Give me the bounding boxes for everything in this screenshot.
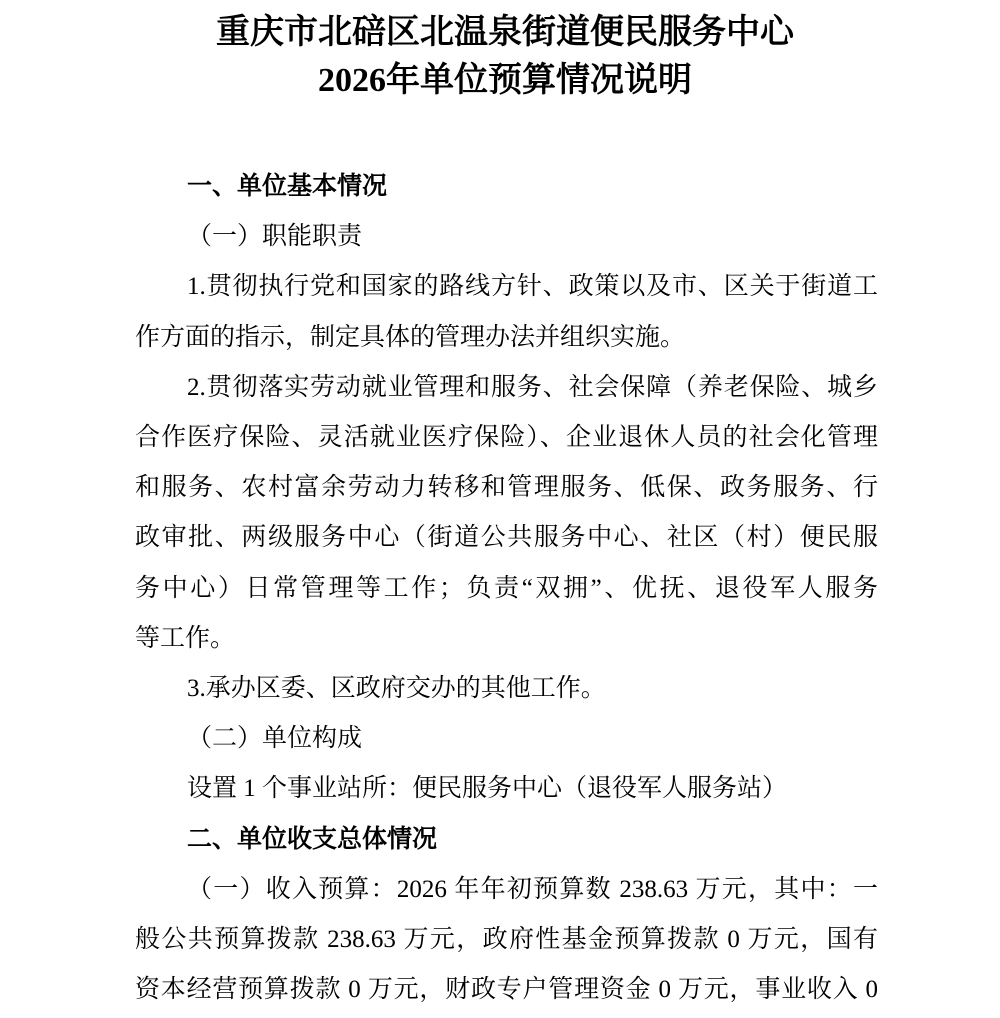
text-line: 般公共预算拨款 238.63 万元，政府性基金预算拨款 0 万元，国有 <box>135 926 878 953</box>
text-line: 作方面的指示，制定具体的管理办法并组织实施。 <box>135 323 686 351</box>
section-heading: 一、单位基本情况 <box>187 173 388 200</box>
text-line: 合作医疗保险、灵活就业医疗保险）、企业退休人员的社会化管理 <box>135 424 878 451</box>
text-line: 2.贯彻落实劳动就业管理和服务、社会保障（养老保险、城乡 <box>187 373 878 401</box>
text-line: 设置 1 个事业站所：便民服务中心（退役军人服务站） <box>187 775 788 803</box>
document-title-line-1: 重庆市北碚区北温泉街道便民服务中心 <box>216 14 794 51</box>
text-line: 3.承办区委、区政府交办的其他工作。 <box>187 675 606 702</box>
text-line: 务中心）日常管理等工作；负责“双拥”、优抚、退役军人服务 <box>135 574 878 602</box>
text-line: （一）收入预算：2026 年年初预算数 238.63 万元，其中：一 <box>187 875 878 903</box>
text-line: 和服务、农村富余劳动力转移和管理服务、低保、政务服务、行 <box>135 474 878 502</box>
text-line: 1.贯彻执行党和国家的路线方针、政策以及市、区关于街道工 <box>187 273 878 301</box>
text-line: （一）职能职责 <box>187 223 363 251</box>
section-heading: 二、单位收支总体情况 <box>187 825 438 853</box>
text-line: （二）单位构成 <box>187 725 363 753</box>
text-line: 政审批、两级服务中心（街道公共服务中心、社区（村）便民服 <box>135 524 878 552</box>
text-line: 资本经营预算拨款 0 万元，财政专户管理资金 0 万元，事业收入 0 <box>135 976 878 1004</box>
document-title-line-2: 2026年单位预算情况说明 <box>318 62 692 99</box>
text-line: 等工作。 <box>135 624 236 652</box>
